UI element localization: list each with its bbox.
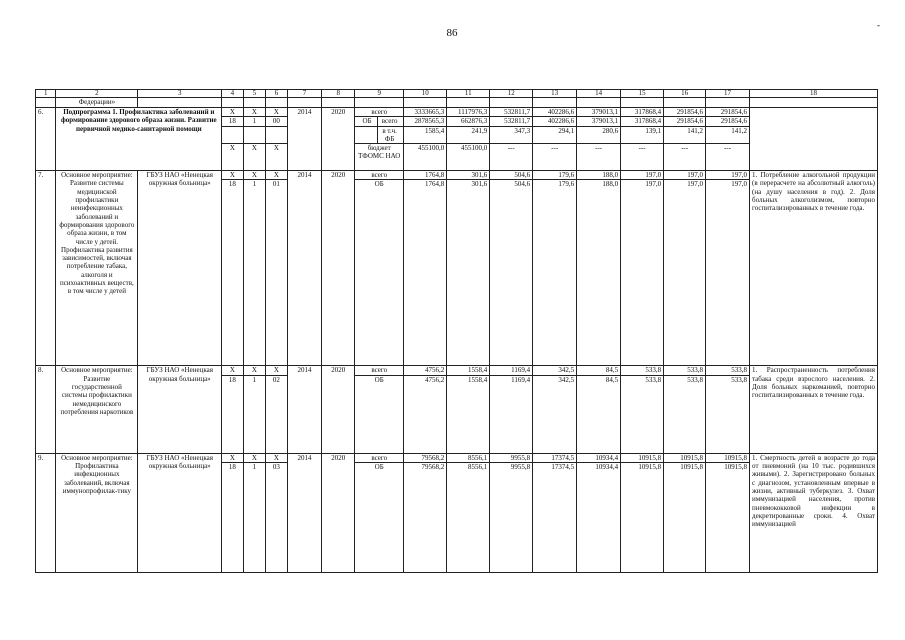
value-cell: 504,6 [490, 171, 533, 180]
source-fb [355, 126, 404, 144]
value-cell: 10934,4 [577, 463, 621, 573]
value-cell: 179,6 [533, 171, 577, 180]
col-number: 2 [56, 90, 138, 98]
col-number: 14 [577, 90, 621, 98]
col-number: 16 [664, 90, 706, 98]
col-number: 11 [447, 90, 490, 98]
executor: ГБУЗ НАО «Ненецкая окружная больница» [138, 171, 222, 366]
code-cell: Х [222, 366, 243, 375]
col-number: 18 [750, 90, 878, 98]
value-cell: 1764,8 [404, 180, 447, 366]
value-cell: 455100,0 [404, 144, 447, 171]
code-cell: 1 [243, 463, 266, 573]
code-cell: Х [243, 108, 266, 117]
value-cell: 197,0 [706, 180, 750, 366]
col-number: 9 [355, 90, 404, 98]
col-number: 3 [138, 90, 222, 98]
value-cell: 532811,7 [490, 108, 533, 117]
value-cell: 533,8 [664, 375, 706, 453]
value-cell: 17374,5 [533, 453, 577, 462]
value-cell: 1169,4 [490, 375, 533, 453]
col-number: 1 [36, 90, 56, 98]
value-cell: 4756,2 [404, 366, 447, 375]
indicators: 1. Смертность детей в возрасте до года от пневмоний (на 10 тыс. родившихся живыми). 2. Зарегистрировано больных с диагнозом, установленным впервые в жизни, активный туберкулез. 3. Охват иммунизацией населения, против пневмококковой инфекции в декретированные сроки. 4. Охват иммунизацией [750, 453, 878, 572]
value-cell: 79568,2 [404, 453, 447, 462]
table-row [36, 108, 878, 117]
source-total: всего [355, 366, 404, 375]
value-cell: --- [577, 144, 621, 171]
source-ob: ОБ [355, 375, 404, 453]
corner-mark: - [877, 20, 880, 30]
activity-name: Основное мероприятие: Профилактика инфекционных заболеваний, включая иммунопрофилак-тику [56, 453, 138, 572]
page-number: 86 [446, 27, 458, 39]
value-cell: 197,0 [706, 171, 750, 180]
source-total: всего [355, 171, 404, 180]
value-cell: 141,2 [664, 126, 706, 144]
value-cell: 1169,4 [490, 366, 533, 375]
value-cell: 197,0 [621, 180, 664, 366]
value-cell: 10915,8 [664, 463, 706, 573]
col-number: 5 [243, 90, 266, 98]
source-ob: ОБ [355, 463, 404, 573]
code-cell: Х [266, 144, 287, 171]
value-cell: 533,8 [621, 366, 664, 375]
row-number: 7. [36, 171, 56, 366]
activity-name: Основное мероприятие: Развитие системы медицинской профилактики неинфекционных заболеваний и формирования здорового образа жизни, в том числе у детей. Профилактика развития зависимостей, включая потребление табака, алкоголя и психоактивных веществ, в том числе у детей [56, 171, 138, 366]
value-cell: 139,1 [621, 126, 664, 144]
value-cell: 10934,4 [577, 453, 621, 462]
code-cell: 01 [266, 180, 287, 366]
subprogram-name: Подпрограмма 1. Профилактика заболеваний и формирование здорового образа жизни. Развитие первичной медико-санитарной помощи [56, 108, 222, 171]
value-cell: --- [706, 144, 750, 171]
value-cell: --- [664, 144, 706, 171]
value-cell: 197,0 [664, 180, 706, 366]
source-fb-label: в т.ч. ФБ [378, 127, 402, 144]
code-cell: 18 [222, 375, 243, 453]
col-number: 8 [322, 90, 355, 98]
source-ob [355, 117, 404, 126]
executor: ГБУЗ НАО «Ненецкая окружная больница» [138, 453, 222, 572]
value-cell: 291854,6 [706, 108, 750, 117]
start-year: 2014 [287, 108, 322, 171]
value-cell: --- [490, 144, 533, 171]
code-cell: 00 [266, 117, 287, 126]
source-ob-label: ОБ [362, 117, 372, 126]
value-cell: 317868,4 [621, 108, 664, 117]
value-cell: 10915,8 [664, 453, 706, 462]
start-year: 2014 [287, 453, 322, 572]
value-cell: 8556,1 [447, 453, 490, 462]
code-cell: 18 [222, 463, 243, 573]
value-cell: 379013,1 [577, 108, 621, 117]
value-cell: 342,5 [533, 375, 577, 453]
code-cell: Х [266, 366, 287, 375]
value-cell: 197,0 [621, 171, 664, 180]
value-cell: 533,8 [664, 366, 706, 375]
code-cell: 18 [222, 117, 243, 126]
value-cell: 1585,4 [404, 126, 447, 144]
value-cell: 188,0 [577, 171, 621, 180]
value-cell: 179,6 [533, 180, 577, 366]
value-cell: 10915,8 [621, 463, 664, 573]
value-cell: 342,5 [533, 366, 577, 375]
header-row [36, 90, 878, 98]
code-cell: 02 [266, 375, 287, 453]
col-number: 15 [621, 90, 664, 98]
value-cell: 4756,2 [404, 375, 447, 453]
value-cell: 1764,8 [404, 171, 447, 180]
continuation-text: Федерации» [56, 98, 138, 108]
table-row [36, 98, 878, 108]
col-number: 12 [490, 90, 533, 98]
value-cell: 84,5 [577, 375, 621, 453]
value-cell: 17374,5 [533, 463, 577, 573]
value-cell: 291854,6 [706, 117, 750, 126]
value-cell: --- [533, 144, 577, 171]
value-cell: 301,6 [447, 171, 490, 180]
value-cell: 79568,2 [404, 463, 447, 573]
value-cell: 10915,8 [706, 453, 750, 462]
value-cell: 10915,8 [621, 453, 664, 462]
activity-name: Основное мероприятие: Развитие государственной системы профилактики немедицинского потребления наркотиков [56, 366, 138, 453]
code-cell: 18 [222, 180, 243, 366]
value-cell: 379013,1 [577, 117, 621, 126]
value-cell: 504,6 [490, 180, 533, 366]
value-cell: 241,9 [447, 126, 490, 144]
indicators-empty [750, 108, 878, 171]
source-total: всего [355, 108, 404, 117]
code-cell: Х [222, 453, 243, 462]
col-number: 17 [706, 90, 750, 98]
row-number: 6. [36, 108, 56, 171]
value-cell: 662876,3 [447, 117, 490, 126]
value-cell: --- [621, 144, 664, 171]
value-cell: 8556,1 [447, 463, 490, 573]
code-cell: Х [266, 453, 287, 462]
value-cell: 533,8 [706, 375, 750, 453]
value-cell: 141,2 [706, 126, 750, 144]
code-cell: Х [222, 171, 243, 180]
code-cell: Х [266, 108, 287, 117]
source-ob: ОБ [355, 180, 404, 366]
code-cell: Х [243, 144, 266, 171]
value-cell: 280,6 [577, 126, 621, 144]
code-cell: Х [243, 366, 266, 375]
start-year: 2014 [287, 366, 322, 453]
row-number: 9. [36, 453, 56, 572]
value-cell: 317868,4 [621, 117, 664, 126]
end-year: 2020 [322, 171, 355, 366]
end-year: 2020 [322, 453, 355, 572]
col-number: 6 [266, 90, 287, 98]
value-cell: 84,5 [577, 366, 621, 375]
value-cell: 402286,6 [533, 117, 577, 126]
value-cell: 1558,4 [447, 366, 490, 375]
value-cell: 1558,4 [447, 375, 490, 453]
value-cell: 9955,8 [490, 463, 533, 573]
row-number: 8. [36, 366, 56, 453]
value-cell: 9955,8 [490, 453, 533, 462]
value-cell: 1117976,3 [447, 108, 490, 117]
value-cell: 301,6 [447, 180, 490, 366]
value-cell: 294,1 [533, 126, 577, 144]
value-cell: 533,8 [621, 375, 664, 453]
value-cell: 291854,6 [664, 108, 706, 117]
value-cell: 455100,0 [447, 144, 490, 171]
executor: ГБУЗ НАО «Ненецкая окружная больница» [138, 366, 222, 453]
source-ob-sub: всего [378, 117, 402, 125]
code-cell: Х [266, 171, 287, 180]
indicators: 1. Распространенность потребления табака среди взрослого населения. 2. Доля больных наркоманией, повторно госпитализированных в течение года. [750, 366, 878, 453]
code-cell: 03 [266, 463, 287, 573]
program-table [35, 89, 878, 573]
value-cell: 347,3 [490, 126, 533, 144]
value-cell: 10915,8 [706, 463, 750, 573]
source-total: всего [355, 453, 404, 462]
value-cell: 3333665,3 [404, 108, 447, 117]
value-cell: 402286,6 [533, 108, 577, 117]
value-cell: 532811,7 [490, 117, 533, 126]
code-cell: 1 [243, 180, 266, 366]
end-year: 2020 [322, 108, 355, 171]
table-row [36, 453, 878, 462]
end-year: 2020 [322, 366, 355, 453]
code-cell: Х [222, 108, 243, 117]
code-cell: Х [222, 144, 243, 171]
col-number: 10 [404, 90, 447, 98]
code-cell: 1 [243, 117, 266, 126]
source-tfoms: бюджет ТФОМС НАО [355, 144, 404, 171]
col-number: 4 [222, 90, 243, 98]
value-cell: 2878565,3 [404, 117, 447, 126]
value-cell: 188,0 [577, 180, 621, 366]
col-number: 7 [287, 90, 322, 98]
table-row [36, 366, 878, 375]
value-cell: 533,8 [706, 366, 750, 375]
code-cell: Х [243, 453, 266, 462]
start-year: 2014 [287, 171, 322, 366]
code-cell: 1 [243, 375, 266, 453]
table-row [36, 171, 878, 180]
indicators: 1. Потребление алкогольной продукции (в перерасчете на абсолютный алкоголь) (на душу населения в год). 2. Доля больных алкоголизмом, повторно госпитализированных в течение года. [750, 171, 878, 366]
value-cell: 291854,6 [664, 117, 706, 126]
code-cell: Х [243, 171, 266, 180]
col-number: 13 [533, 90, 577, 98]
value-cell: 197,0 [664, 171, 706, 180]
